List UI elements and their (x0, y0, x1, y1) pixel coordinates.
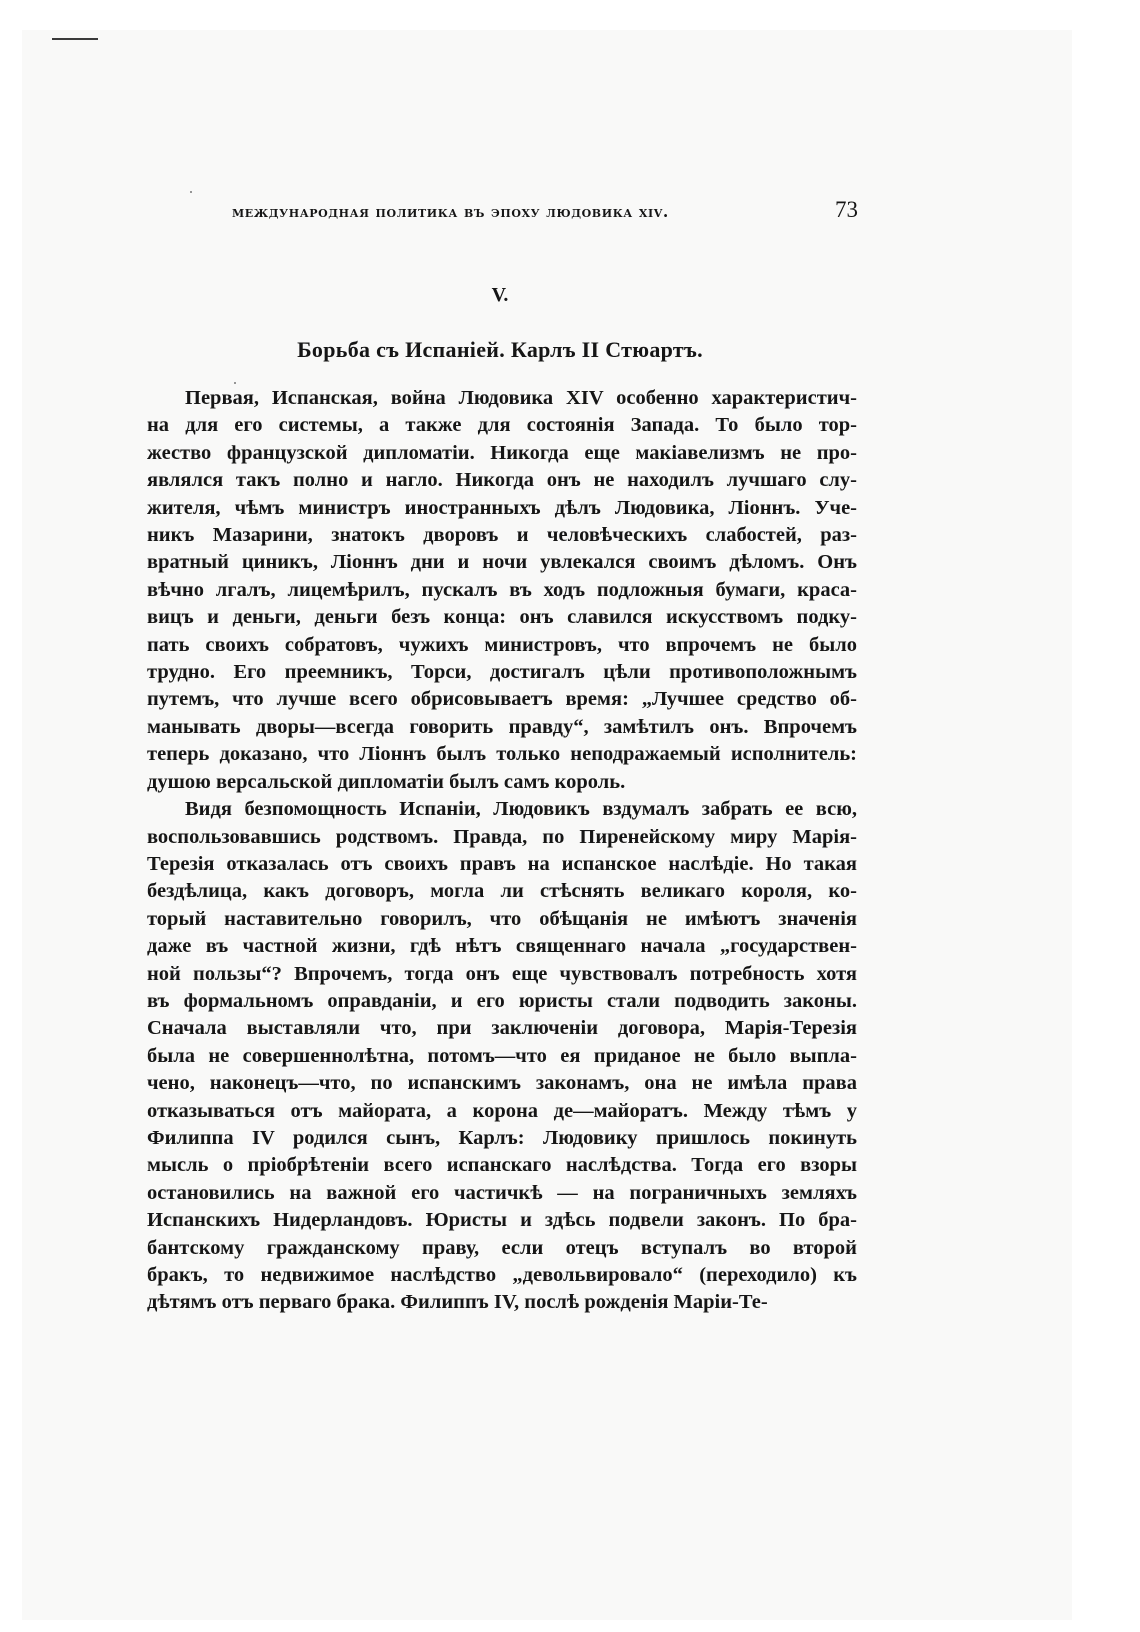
paragraph-line: торый наставительно говорилъ, что обѣщанія не имѣютъ значенія (147, 907, 857, 930)
page-number: 73 (835, 197, 858, 222)
paragraph-line: чено, наконецъ—что, по испанскимъ законамъ, она не имѣла права (147, 1072, 857, 1095)
paragraph-line: дѣтямъ отъ перваго брака. Филиппъ IV, послѣ рожденія Маріи-Те- (147, 1291, 768, 1314)
paragraph-line: на для его системы, а также для состоянія Запада. То было тор- (147, 414, 857, 437)
chapter-title: Борьба съ Испаніей. Карлъ II Стюартъ. (297, 337, 703, 362)
paragraph-line: бракъ, то недвижимое наслѣдство „девольвировало“ (переходило) къ (147, 1264, 857, 1286)
paragraph-line: душою версальской дипломатіи былъ самъ король. (147, 770, 626, 793)
paragraph-line: вицъ и деньги, деньги безъ конца: онъ славился искусствомъ подку- (147, 606, 857, 629)
running-title: международная политика въ эпоху людовика xiv. (232, 202, 669, 221)
paragraph-line: даже въ частной жизни, гдѣ нѣтъ священнаго начала „государствен- (147, 935, 857, 958)
paragraph-line: являлся такъ полно и нагло. Никогда онъ не находилъ лучшаго слу- (147, 469, 857, 492)
paragraph-line: никъ Мазарини, знатокъ дворовъ и человѣческихъ слабостей, раз- (147, 524, 857, 547)
scan-speck (234, 382, 236, 384)
paragraph-line: трудно. Его преемникъ, Торси, достигалъ цѣли противоположнымъ (147, 661, 857, 684)
paragraph-line: путемъ, что лучше всего обрисовываетъ время: „Лучшее средство об- (147, 688, 857, 711)
paragraph-line: въ формальномъ оправданіи, и его юристы стали подводить законы. (147, 989, 857, 1012)
scan-speck (190, 191, 192, 193)
paragraph-line: вратный циникъ, Ліоннъ дни и ночи увлекался своимъ дѣломъ. Онъ (147, 551, 857, 574)
paragraph-line: мысль о пріобрѣтеніи всего испанскаго наслѣдства. Тогда его взоры (147, 1154, 857, 1177)
paragraph-line: Филиппа IV родился сынъ, Карлъ: Людовику пришлось покинуть (147, 1126, 857, 1149)
paragraph-line: вѣчно лгалъ, лицемѣрилъ, пускалъ въ ходъ подложныя бумаги, краса- (147, 578, 857, 601)
paragraph-line: отказываться отъ майората, а корона де—майоратъ. Между тѣмъ у (147, 1099, 857, 1122)
paragraph-line: остановились на важной его частичкѣ — на пограничныхъ земляхъ (147, 1181, 857, 1204)
body-text (147, 385, 857, 1317)
paragraph-line: Терезія отказалась отъ своихъ правъ на испанское наслѣдіе. Но такая (147, 852, 857, 875)
paragraph-line: жество французской дипломатіи. Никогда еще макіавелизмъ не про- (147, 441, 857, 464)
paragraph-line: бездѣлица, какъ договоръ, могла ли стѣснять великаго короля, ко- (147, 880, 857, 903)
paragraph-line: манывать дворы—всегда говорить правду“, замѣтилъ онъ. Впрочемъ (147, 715, 857, 738)
paragraph-line: Испанскихъ Нидерландовъ. Юристы и здѣсь подвели законъ. По бра- (147, 1209, 857, 1232)
paragraph-line: воспользовавшись родствомъ. Правда, по Пиренейскому миру Марія- (147, 825, 857, 848)
paragraph-first-line: Видя безпомощность Испаніи, Людовикъ вздумалъ забрать ее всю, (185, 798, 857, 821)
paragraph-line: бантскому гражданскому праву, если отецъ вступалъ во второй (147, 1236, 857, 1259)
paragraph-line: ной пользы“? Впрочемъ, тогда онъ еще чувствовалъ потребность хотя (147, 962, 857, 985)
paragraph-line: Сначала выставляли что, при заключеніи договора, Марія-Терезія (147, 1017, 857, 1040)
chapter-number: V. (491, 284, 509, 306)
running-head (232, 197, 858, 227)
scan-edge-rule (52, 38, 98, 40)
paragraph-line: жителя, чѣмъ министръ иностранныхъ дѣлъ Людовика, Ліоннъ. Уче- (147, 496, 857, 519)
paragraph-line: была не совершеннолѣтна, потомъ—что ея приданое не было выпла- (147, 1044, 857, 1067)
paragraph-first-line: Первая, Испанская, война Людовика XIV особенно характеристич- (185, 387, 857, 409)
paragraph-line: теперь доказано, что Ліоннъ былъ только неподражаемый исполнитель: (147, 743, 857, 766)
paragraph-line: пать своихъ собратовъ, чужихъ министровъ, что впрочемъ не было (147, 633, 857, 656)
